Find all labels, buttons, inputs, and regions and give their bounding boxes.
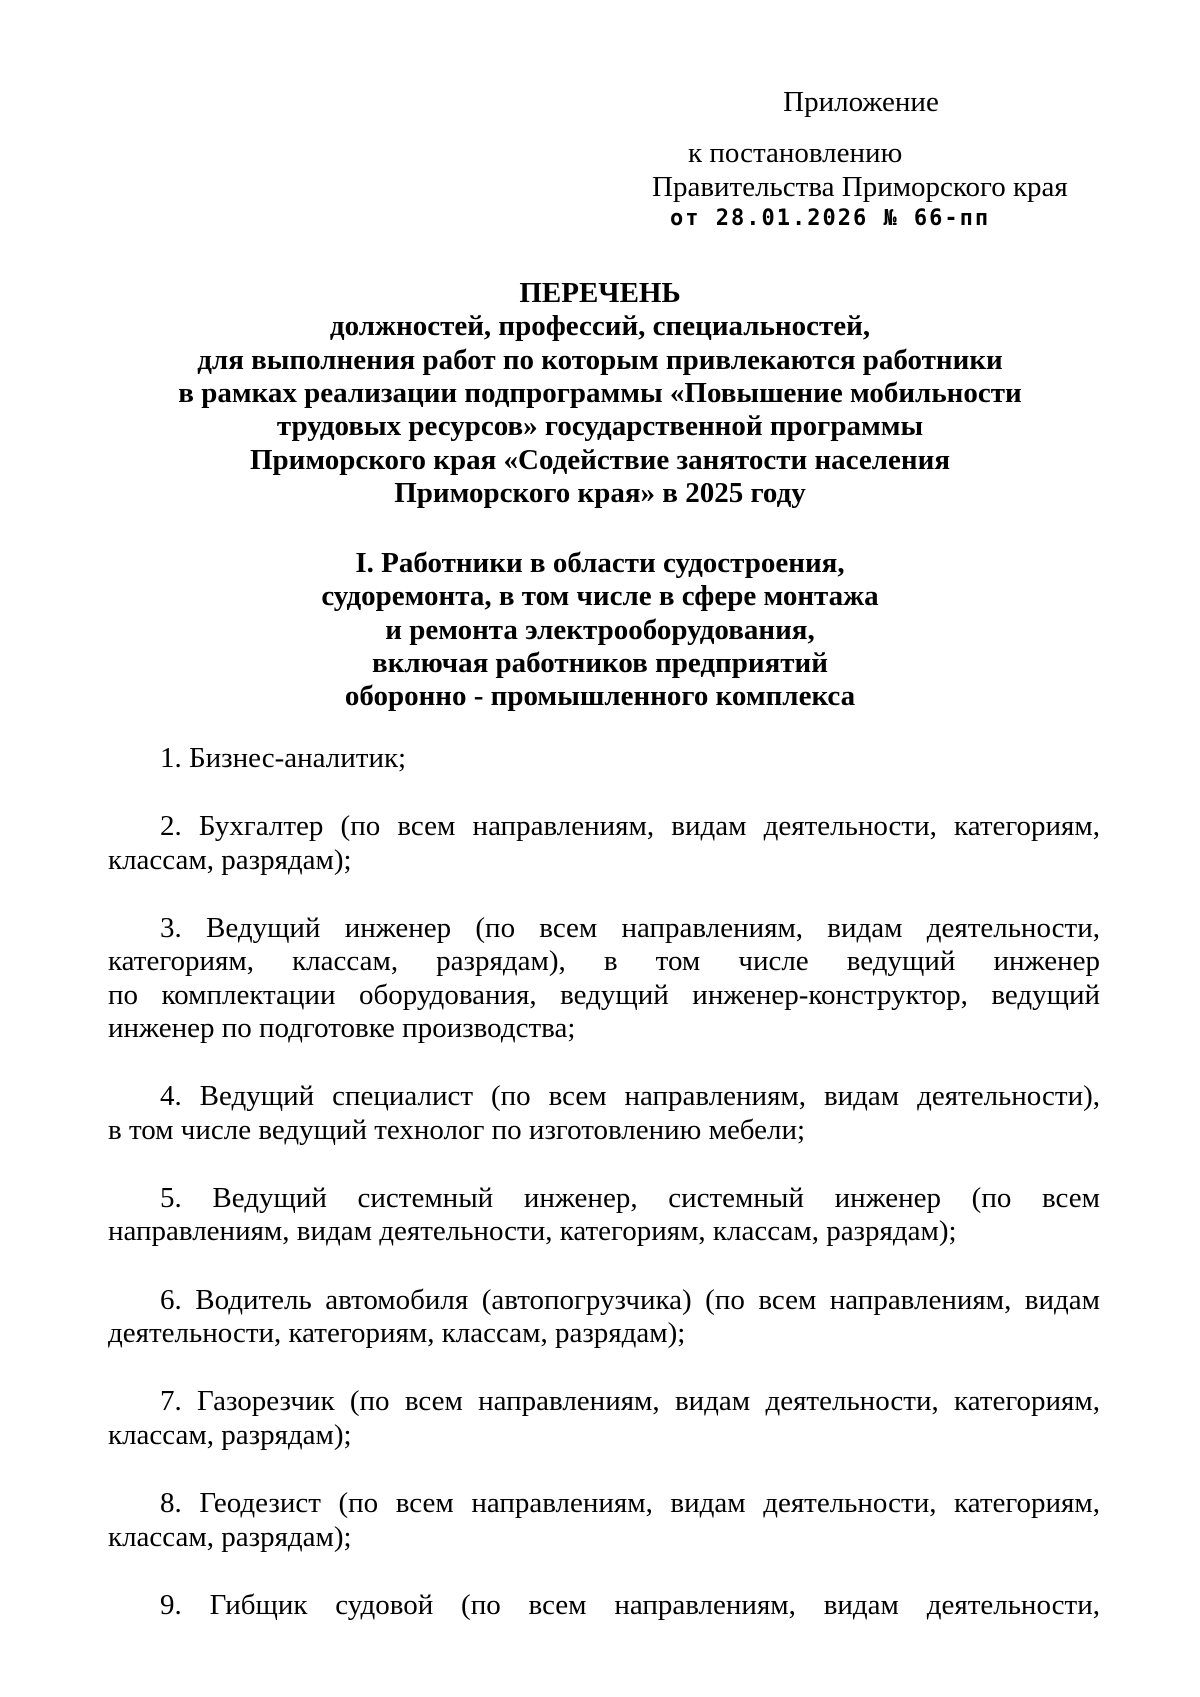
resolution-date-number: от 28.01.2026 № 66-пп	[670, 206, 991, 232]
position-list	[108, 742, 1100, 1657]
list-item-line: в том числе ведущий технолог по изготовлению мебели;	[108, 1113, 806, 1146]
document-subtitle-line: в рамках реализации подпрограммы «Повышение мобильности	[178, 377, 1022, 410]
list-item-line: классам, разрядам);	[108, 843, 352, 876]
list-item-line: 4. Ведущий специалист (по всем направлениям, видам деятельности),	[160, 1080, 1100, 1113]
list-item	[108, 1080, 1100, 1147]
list-item	[108, 912, 1100, 1045]
list-item-line: классам, разрядам);	[108, 1520, 352, 1553]
document-subtitle-line: трудовых ресурсов» государственной программы	[276, 410, 924, 443]
section-heading-line: I. Работники в области судостроения,	[355, 547, 845, 579]
appendix-title: Приложение	[783, 86, 939, 118]
list-item-line: инженер по подготовке производства;	[108, 1012, 576, 1045]
document-subtitle-line: Приморского края «Содействие занятости населения	[249, 443, 951, 476]
list-item	[108, 1182, 1100, 1249]
list-item-line: категориям, классам, разрядам), в том числе ведущий инженер	[108, 945, 1100, 978]
document-subtitle-line: должностей, профессий, специальностей,	[329, 310, 871, 343]
list-item-line: 2. Бухгалтер (по всем направлениям, видам деятельности, категориям,	[160, 810, 1100, 843]
list-item-line: 6. Водитель автомобиля (автопогрузчика) (по всем направлениям, видам	[160, 1283, 1100, 1316]
document-title-block	[108, 277, 1092, 510]
section-heading-line: и ремонта электрооборудования,	[385, 613, 815, 646]
document-subtitle-line: для выполнения работ по которым привлекаются работники	[197, 343, 1003, 376]
list-item-line: 8. Геодезист (по всем направлениям, видам деятельности, категориям,	[160, 1487, 1100, 1520]
list-item	[108, 742, 1100, 775]
list-item-line: 1. Бизнес-аналитик;	[160, 742, 407, 774]
section-heading-line: судоремонта, в том числе в сфере монтажа	[321, 580, 879, 613]
section-heading	[108, 547, 1092, 714]
document-title: ПЕРЕЧЕНЬ	[519, 277, 681, 309]
list-item-line: 5. Ведущий системный инженер, системный инженер (по всем	[160, 1182, 1100, 1215]
appendix-block	[652, 86, 1072, 231]
section-heading-line: оборонно - промышленного комплекса	[344, 680, 856, 713]
list-item-line: классам, разрядам);	[108, 1418, 352, 1451]
list-item	[108, 1284, 1100, 1351]
appendix-government-line: Правительства Приморского края	[652, 170, 1068, 203]
list-item	[108, 1589, 1100, 1622]
list-item-line: 9. Гибщик судовой (по всем направлениям, видам деятельности,	[160, 1588, 1100, 1621]
list-item-line: 7. Газорезчик (по всем направлениям, видам деятельности, категориям,	[160, 1385, 1100, 1418]
section-heading-line: включая работников предприятий	[372, 647, 828, 680]
list-item	[108, 1385, 1100, 1452]
list-item	[108, 1487, 1100, 1554]
list-item-line: деятельности, категориям, классам, разрядам);	[108, 1317, 686, 1350]
list-item	[108, 810, 1100, 877]
appendix-reference-line: к постановлению	[688, 137, 903, 170]
list-item-line: 3. Ведущий инженер (по всем направлениям, видам деятельности,	[160, 912, 1100, 945]
list-item-line: направлениям, видам деятельности, категориям, классам, разрядам);	[108, 1215, 957, 1248]
document-subtitle-line: Приморского края» в 2025 году	[394, 477, 806, 510]
list-item-line: по комплектации оборудования, ведущий инженер-конструктор, ведущий	[108, 978, 1100, 1011]
